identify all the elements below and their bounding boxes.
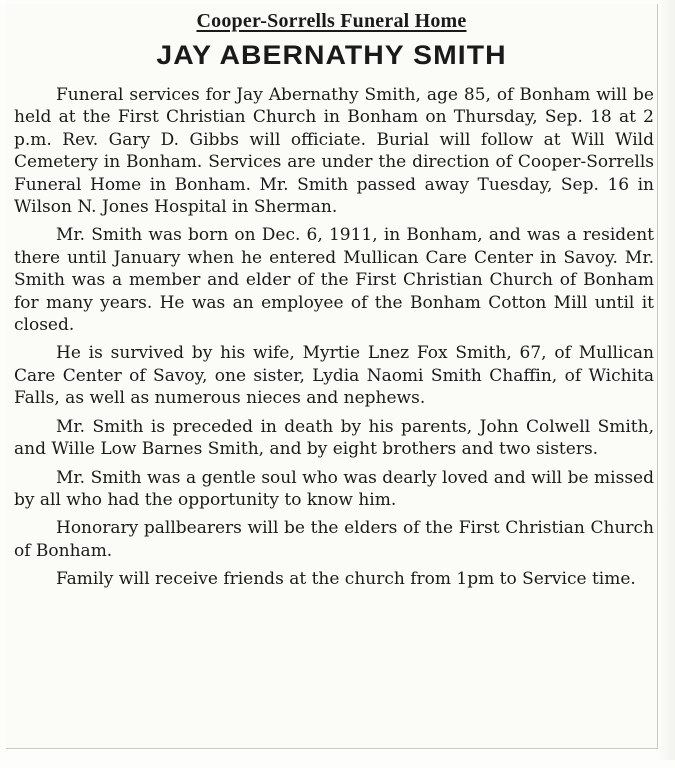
newspaper-clipping bbox=[6, 4, 658, 749]
paragraph-visitation: Family will receive friends at the church from 1pm to Service time. bbox=[56, 569, 636, 590]
paragraph-services: Funeral services for Jay Abernathy Smith, age 85, of Bonham will be held at the First Christian Church in Bonham on Thursday, Sep. 18 at 2 p.m. Rev. Gary D. Gibbs will officiate. Burial will follow at Will Wild Cemetery in Bonham. Services are under the direction of Cooper-Sorrells Funeral Home in Bonham. Mr. Smith passed away Tuesday, Sep. 16 in Wilson N. Jones Hospital in Sherman. bbox=[14, 85, 654, 218]
paragraph-biography: Mr. Smith was born on Dec. 6, 1911, in Bonham, and was a resident there until January when he entered Mullican Care Center in Savoy. Mr. Smith was a member and elder of the First Christian Church of Bonham for many years. He was an employee of the Bonham Cotton Mill until it closed. bbox=[14, 225, 654, 336]
paragraph-survivors: He is survived by his wife, Myrtie Lnez Fox Smith, 67, of Mullican Care Center of Savoy, one sister, Lydia Naomi Smith Chaffin, of Wichita Falls, as well as numerous nieces and nephews. bbox=[14, 343, 654, 409]
paragraph-pallbearers: Honorary pallbearers will be the elders of the First Christian Church of Bonham. bbox=[14, 518, 654, 561]
obituary-body bbox=[14, 84, 654, 591]
deceased-name-heading: JAY ABERNATHY SMITH bbox=[156, 40, 507, 70]
page-edge bbox=[657, 0, 675, 760]
paragraph-tribute: Mr. Smith was a gentle soul who was dearly loved and will be missed by all who had the opportunity to know him. bbox=[14, 467, 654, 510]
funeral-home-title: Cooper-Sorrells Funeral Home bbox=[196, 10, 467, 32]
paragraph-preceded: Mr. Smith is preceded in death by his parents, John Colwell Smith, and Wille Low Barnes Smith, and by eight brothers and two sisters. bbox=[14, 416, 654, 460]
